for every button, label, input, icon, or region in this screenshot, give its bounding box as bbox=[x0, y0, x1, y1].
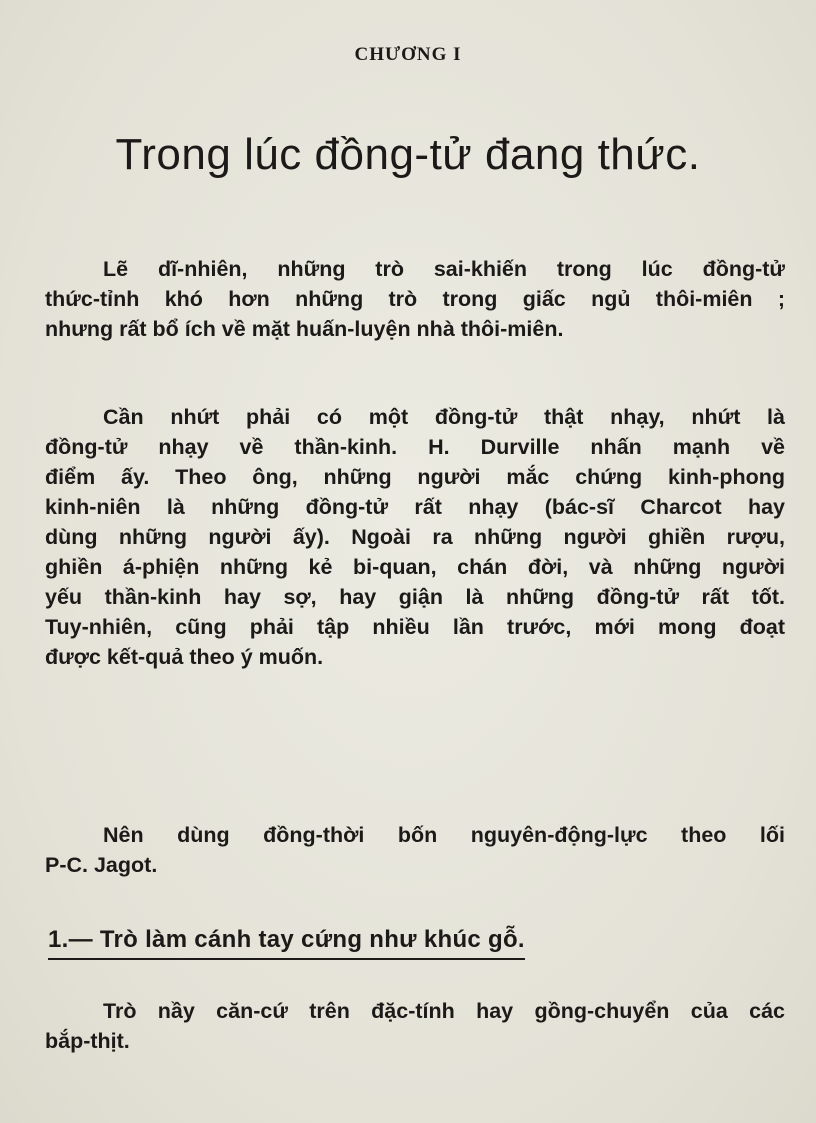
section-heading-underline bbox=[48, 958, 525, 960]
chapter-label: CHƯƠNG I bbox=[354, 44, 462, 65]
text-line: yếu thần-kinh hay sợ, hay giận là những đồng-tử rất tốt. bbox=[45, 585, 785, 609]
paragraph-3 bbox=[45, 820, 785, 880]
text-line: dùng những người ấy). Ngoài ra những người ghiền rượu, bbox=[45, 525, 785, 549]
paragraph-1 bbox=[45, 254, 785, 344]
text-line: nhưng rất bổ ích về mặt huấn-luyện nhà thôi-miên. bbox=[45, 317, 564, 341]
paragraph-2 bbox=[45, 402, 785, 672]
text-line: bắp-thịt. bbox=[45, 1029, 130, 1053]
text-line: ghiền á-phiện những kẻ bi-quan, chán đời, và những người bbox=[45, 555, 785, 579]
text-line: P-C. Jagot. bbox=[45, 853, 158, 877]
section-heading-text: 1.— Trò làm cánh tay cứng như khúc gỗ. bbox=[48, 926, 525, 953]
text-line: điểm ấy. Theo ông, những người mắc chứng kinh-phong bbox=[45, 465, 785, 489]
text-line: Tuy-nhiên, cũng phải tập nhiều lần trước, mới mong đoạt bbox=[45, 615, 785, 639]
text-line: Nên dùng đồng-thời bốn nguyên-động-lực theo lối bbox=[103, 823, 785, 847]
text-line: Lẽ dĩ-nhiên, những trò sai-khiến trong lúc đồng-tử bbox=[103, 257, 785, 281]
text-line: kinh-niên là những đồng-tử rất nhạy (bác-sĩ Charcot hay bbox=[45, 495, 785, 519]
text-line: được kết-quả theo ý muốn. bbox=[45, 645, 324, 669]
text-line: Cần nhứt phải có một đồng-tử thật nhạy, nhứt là bbox=[103, 405, 785, 429]
text-line: Trò nầy căn-cứ trên đặc-tính hay gồng-chuyển của các bbox=[103, 999, 785, 1023]
text-line: đồng-tử nhạy về thần-kinh. H. Durville nhấn mạnh về bbox=[45, 435, 785, 459]
text-line: thức-tỉnh khó hơn những trò trong giấc ngủ thôi-miên ; bbox=[45, 287, 785, 311]
section-paragraph bbox=[45, 996, 785, 1056]
chapter-title: Trong lúc đồng-tử đang thức. bbox=[115, 130, 701, 179]
section-heading bbox=[48, 926, 525, 954]
